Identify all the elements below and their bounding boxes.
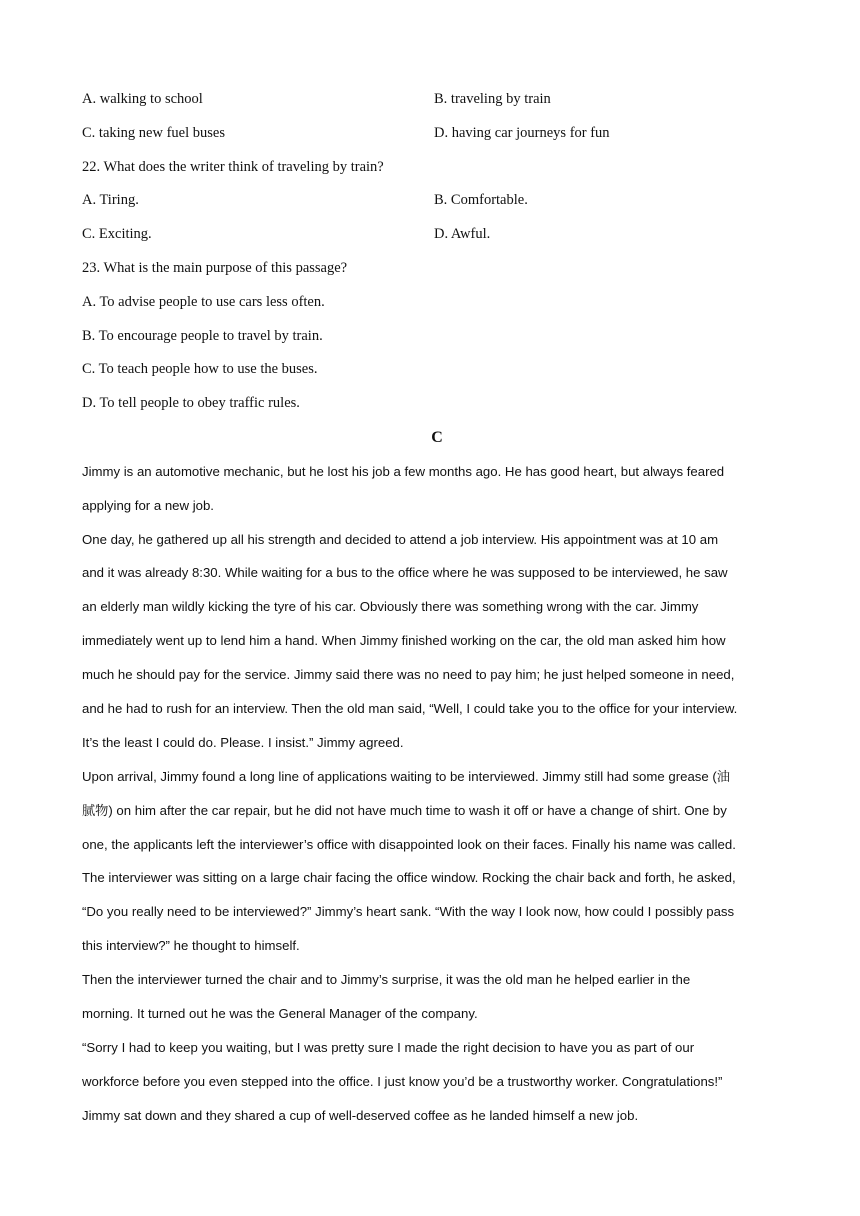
passage-line: 腻物) on him after the car repair, but he did not have much time to wash it off or have a change of shirt. One by [82, 802, 727, 818]
q21-option-a: A. walking to school [82, 91, 203, 107]
passage-line: applying for a new job. [82, 497, 214, 513]
passage-line: this interview?” he thought to himself. [82, 938, 300, 954]
q22-option-d: D. Awful. [434, 226, 491, 243]
passage-line: It’s the least I could do. Please. I insist.” Jimmy agreed. [82, 734, 404, 750]
passage-line: One day, he gathered up all his strength and decided to attend a job interview. His appointment was at 10 am [82, 531, 719, 547]
section-c-passage [82, 455, 792, 1133]
q21-options-row-2 [82, 117, 792, 151]
q22-options-row-2 [82, 218, 792, 252]
passage-line: and it was already 8:30. While waiting for a bus to the office where he was supposed to be interviewed, he saw [82, 565, 728, 581]
q21-option-b: B. traveling by train [434, 91, 551, 107]
q21-option-d: D. having car journeys for fun [434, 124, 610, 141]
passage-line: much he should pay for the service. Jimmy said there was no need to pay him; he just helped someone in need, [82, 667, 735, 683]
passage-line: morning. It turned out he was the General Manager of the company. [82, 1006, 478, 1022]
q23-option-a: A. To advise people to use cars less often. [82, 293, 325, 310]
q23-option-d: D. To tell people to obey traffic rules. [82, 395, 300, 412]
q23-question: 23. What is the main purpose of this passage? [82, 259, 348, 276]
passage-line: The interviewer was sitting on a large chair facing the office window. Rocking the chair back and forth, he asked, [82, 870, 736, 886]
q22-option-a: A. Tiring. [82, 192, 139, 209]
q22-option-b: B. Comfortable. [434, 192, 528, 209]
passage-line: immediately went up to lend him a hand. When Jimmy finished working on the car, the old man asked him how [82, 633, 726, 649]
passage-line: “Do you really need to be interviewed?” Jimmy’s heart sank. “With the way I look now, how could I possibly pass [82, 904, 735, 920]
passage-line: Then the interviewer turned the chair and to Jimmy’s surprise, it was the old man he helped earlier in the [82, 972, 691, 988]
passage-line: Upon arrival, Jimmy found a long line of applications waiting to be interviewed. Jimmy still had some grease (油 [82, 768, 730, 784]
passage-line: Jimmy sat down and they shared a cup of well-deserved coffee as he landed himself a new job. [82, 1107, 639, 1123]
passage-line: Jimmy is an automotive mechanic, but he lost his job a few months ago. He has good heart, but always feared [82, 463, 725, 479]
document-page [82, 83, 792, 1133]
q22-options-row-1 [82, 184, 792, 218]
q21-options-row-1 [82, 83, 792, 117]
q22-question: 22. What does the writer think of traveling by train? [82, 158, 384, 175]
q23-option-c: C. To teach people how to use the buses. [82, 361, 318, 378]
passage-line: “Sorry I had to keep you waiting, but I was pretty sure I made the right decision to have you as part of our [82, 1039, 695, 1055]
passage-line: one, the applicants left the interviewer’s office with disappointed look on their faces. Finally his name was called. [82, 836, 736, 852]
q23-option-b: B. To encourage people to travel by train. [82, 327, 323, 344]
passage-line: and he had to rush for an interview. Then the old man said, “Well, I could take you to the office for your interview. [82, 701, 738, 716]
section-c-title: C [431, 428, 443, 446]
q22-option-c: C. Exciting. [82, 226, 152, 243]
passage-line: workforce before you even stepped into the office. I just know you’d be a trustworthy worker. Congratulations!” [82, 1073, 723, 1089]
q21-option-c: C. taking new fuel buses [82, 124, 225, 141]
passage-line: an elderly man wildly kicking the tyre of his car. Obviously there was something wrong with the car. Jimmy [82, 599, 699, 615]
